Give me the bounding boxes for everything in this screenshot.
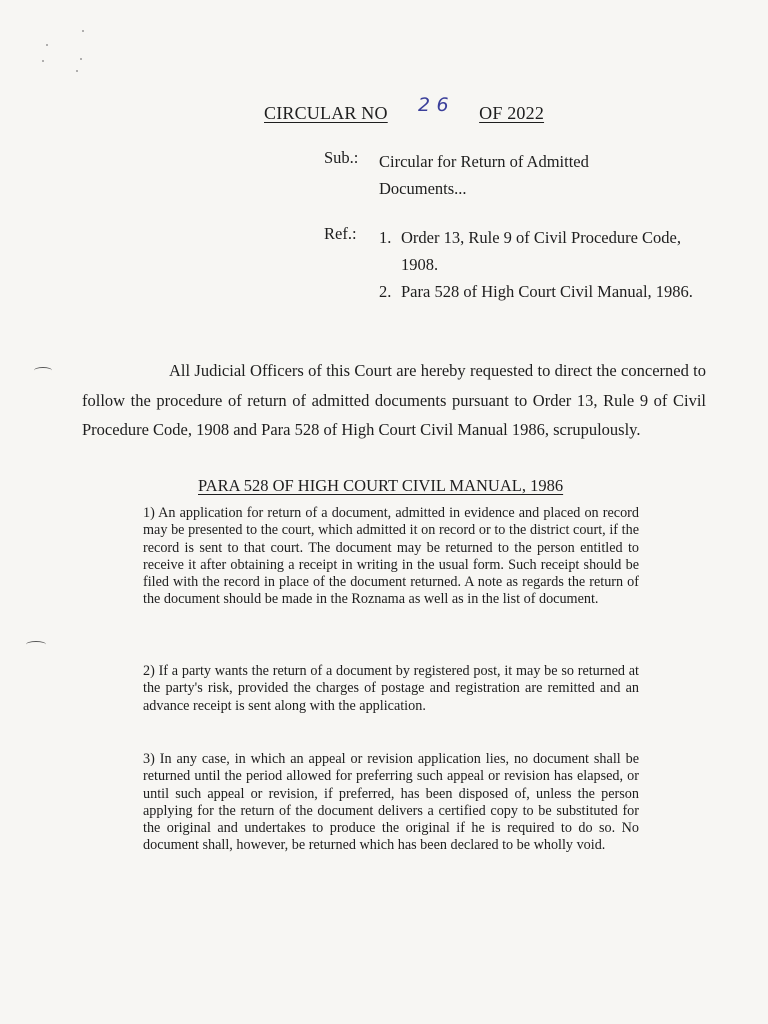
reference-list (379, 224, 709, 305)
circular-title (264, 94, 545, 124)
reference-item-number: 2. (379, 282, 392, 301)
circular-number-handwritten: 2 6 (418, 94, 449, 116)
clause-3: 3) In any case, in which an appeal or revision application lies, no document shall be returned until the period allowed for preferring such appeal or revision has elapsed, or until such appeal or revision, if preferred, has been disposed of, unless the person applying for the return of the document delivers a certified copy to be substituted for the original and undertakes to produce the original if he is required to do so. No document shall, however, be returned which has been declared to be wholly void. (143, 751, 639, 854)
section-heading: PARA 528 OF HIGH COURT CIVIL MANUAL, 1986 (198, 476, 564, 495)
punch-hole-mark (26, 641, 46, 648)
clause-2: 2) If a party wants the return of a document by registered post, it may be so returned at the party's risk, provided the charges of postage and registration are remitted and an advance receipt is sent along with the application. (143, 663, 639, 714)
reference-item-text: Para 528 of High Court Civil Manual, 1986. (401, 282, 693, 301)
subject-line-2: Documents... (379, 179, 467, 198)
subject-label: Sub.: (324, 148, 359, 167)
reference-label: Ref.: (324, 224, 357, 243)
reference-item (379, 278, 709, 305)
punch-hole-mark (34, 367, 52, 374)
body-paragraph: All Judicial Officers of this Court are hereby requested to direct the concerned to follow the procedure of return of admitted documents pursuant to Order 13, Rule 9 of Civil Procedure Code, 1908 and Para 528 of High Court Civil Manual 1986, scrupulously. (82, 361, 706, 439)
circular-title-suffix: OF 2022 (479, 103, 545, 123)
scan-speck (46, 44, 48, 46)
scan-speck (80, 58, 82, 60)
subject-text (379, 148, 699, 202)
clause-1: 1) An application for return of a document, admitted in evidence and placed on record may be presented to the court, which admitted it on record or to the district court, if the record is sent to that court. The document may be returned to the person entitled to receive it after obtaining a receipt in writing in the usual form. Such receipt should be filed with the record in place of the document returned. A note as regards the return of the document should be made in the Roznama as well as in the list of document. (143, 505, 639, 608)
circular-title-prefix: CIRCULAR NO (264, 103, 388, 123)
scan-speck (82, 30, 84, 32)
reference-item-text: Order 13, Rule 9 of Civil Procedure Code, 1908. (401, 228, 681, 274)
scan-speck (76, 70, 78, 72)
subject-line-1: Circular for Return of Admitted (379, 152, 589, 171)
reference-item (379, 224, 709, 278)
reference-item-number: 1. (379, 228, 392, 247)
scan-speck (42, 60, 44, 62)
